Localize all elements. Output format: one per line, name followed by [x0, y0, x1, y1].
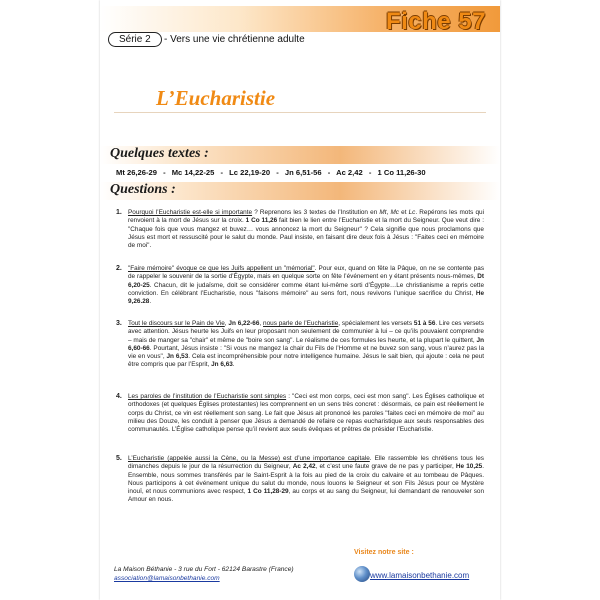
scripture-ref: 1 Co 11,28-29 — [247, 488, 289, 496]
question-number: 5. — [116, 455, 122, 462]
scripture-ref: 1 Co 11,26 — [245, 217, 278, 225]
scripture-ref: Jn 6,60-66 — [128, 336, 484, 352]
scripture-ref: He 9,26.28 — [128, 289, 484, 306]
question-text — [128, 455, 484, 505]
question-text — [128, 320, 484, 370]
globe-icon — [354, 566, 370, 582]
scripture-ref: Jn 6,53 — [166, 353, 189, 361]
reference: Jn 6,51-56 — [284, 168, 322, 177]
question-text — [128, 393, 484, 434]
question-heading: Tout le discours sur le Pain de Vie — [128, 320, 225, 327]
question-3 — [116, 320, 484, 370]
section-texts — [100, 146, 500, 164]
question-number: 4. — [116, 393, 122, 400]
serie-badge: Série 2 — [108, 32, 162, 47]
text: . Ensemble, nous sommes transférés par le Saint-Esprit à la fois au pied de la croix du calvaire et au tombeau de Pâques. Nous participons à cet événement unique du salut du monde, nous louons le Seigneur et son Fils Jésus pour ce Mystère inouï, et nous communions avec respect, — [128, 463, 484, 496]
question-number: 2. — [116, 265, 122, 272]
text: ? Reprenons les 3 textes de l’Institution en — [252, 209, 380, 216]
reference: Lc 22,19-20 — [229, 168, 271, 177]
text: . Lire ces versets avec attention. Jésus heurte les Juifs en leur proposant non seulement de communier à lui – ce qu’ils pouvaient comprendre – mais de manger sa "chair" et même de "boire son sang". Le réalisme de ces formules les heurte, et la plupart le quittent, — [128, 320, 484, 344]
section-questions — [100, 182, 500, 200]
scripture-ref: Ac 2,42 — [292, 463, 316, 471]
text: et — [398, 209, 409, 216]
text: , et c’est une faute grave de ne pas y participer, — [315, 463, 456, 471]
text: : "Ceci est mon corps, ceci est mon sang". Les Églises catholique et orthodoxes (et quelques Églises protestantes) les comprennent en un sens très concret : désormais, ce pain est réellement le corps du Christ, ce vin est réellement son sang. Le fait que Jésus ait prononcé les paroles "faites ceci en mémoire de moi" au milieu des Douze, les conduit à penser que Jésus a demandé de refaire ce repas eucharistique aux seuls responsables des communautés. L’Église catholique pense qu’il revient aux seuls évêques et prêtres de présider l’Eucharistie. — [128, 393, 484, 434]
document-page — [100, 0, 500, 600]
question-heading: Pourquoi l’Eucharistie est-elle si importante — [128, 209, 253, 216]
text: . Cela est incompréhensible pour notre intelligence humaine. Jésus le sait bien, qui ajoute : cela ne peut être compris que par l’Esprit, — [128, 353, 485, 369]
serie-subtitle: - Vers une vie chrétienne adulte — [164, 34, 305, 45]
separator: - — [368, 168, 372, 177]
page-title: L’Eucharistie — [156, 86, 276, 110]
question-4 — [116, 393, 484, 434]
reference: Mt 26,26-29 — [116, 168, 157, 177]
text: fait bien le lien entre l’Eucharistie et la mort du Seigneur. Que veut dire : "Chaque fois que vous mangez et buvez… vous annoncez la mort du Seigneur" ? Cela signifie que nous proclamons que Jésus est mort et ressuscité pour le salut du monde. Paul insiste, en faisant dire deux fois à Jésus : "Faites ceci en mémoire de moi". — [128, 217, 484, 250]
fiche-number: Fiche 57 — [385, 8, 486, 35]
separator: - — [276, 168, 279, 177]
text: . Pour eux, quand on fête la Pâque, on ne se contente pas de rappeler le souvenir de la sortie d’Égypte, mais en quelque sorte on fête l’événement en y étant présents nous-mêmes, — [128, 265, 485, 281]
scripture-references — [116, 168, 490, 177]
text: , au corps et au sang du Seigneur, lui demandant de renouveler son Amour en nous. — [128, 488, 485, 504]
footer-contact — [114, 566, 294, 583]
scripture-ref: 51 à 56 — [413, 320, 436, 327]
fiche-banner — [100, 6, 500, 35]
separator: - — [163, 168, 166, 177]
question-1 — [116, 209, 484, 250]
section-questions-label: Questions : — [110, 182, 176, 197]
question-text — [128, 265, 484, 306]
separator: - — [327, 168, 331, 177]
text: , — [386, 209, 391, 216]
question-number: 3. — [116, 320, 122, 327]
reference: Mc 14,22-25 — [171, 168, 215, 177]
text: Mc — [390, 209, 399, 216]
scripture-ref: Jn 6,63 — [211, 361, 233, 369]
text: , spécialement les versets — [338, 320, 414, 327]
text: . — [149, 298, 152, 306]
text: . Elle rassemble les chrétiens tous les dimanches depuis le jour de la résurrection du Seigneur, — [128, 455, 484, 471]
text: , — [259, 320, 264, 327]
question-heading: Les paroles de l’institution de l’Eucharistie sont simples — [128, 393, 287, 400]
scripture-ref: Dt 6,20-25 — [128, 273, 484, 289]
footer-address: La Maison Béthanie - 3 rue du Fort - 62124 Barastre (France) — [114, 566, 294, 573]
scripture-ref: He 10,25 — [455, 463, 483, 471]
visit-site-label: Visitez notre site : — [354, 549, 414, 556]
text: . — [232, 361, 235, 369]
scripture-ref: Jn 6,22-66 — [228, 320, 260, 327]
text: Mt — [379, 209, 387, 216]
reference: Ac 2,42 — [336, 168, 363, 177]
title-divider — [114, 112, 486, 113]
section-texts-label: Quelques textes : — [110, 146, 209, 161]
website-link[interactable]: www.lamaisonbethanie.com — [370, 571, 470, 580]
underlined-text: nous parle de l’Eucharistie — [263, 320, 339, 327]
question-5 — [116, 455, 484, 505]
footer-email-link[interactable]: association@lamaisonbethanie.com — [114, 574, 220, 582]
question-number: 1. — [116, 209, 122, 216]
text: . Repérons les mots qui renvoient à la mort de Jésus sur la croix. — [128, 209, 485, 225]
reference: 1 Co 11,26-30 — [377, 168, 426, 177]
question-heading: L’Eucharistie (appelée aussi la Cène, ou la Messe) est d’une importance capitale — [128, 455, 370, 462]
text: . Chacun, dit le judaïsme, doit se considérer comme étant lui-même sorti d’Égypte…Le christianisme a repris cette conviction. En célébrant l’Eucharistie, nous "faisons mémoire" au sens fort, nous revivons l’unique sacrifice du Christ, — [128, 281, 484, 297]
text: , — [224, 320, 229, 327]
text: Lc — [408, 209, 416, 216]
separator: - — [220, 168, 224, 177]
question-text — [128, 209, 484, 250]
question-2 — [116, 265, 484, 306]
question-heading: "Faire mémoire" évoque ce que les Juifs appellent un "mémorial" — [128, 265, 315, 272]
text: . Pourtant, Jésus insiste : "Si vous ne mangez la chair du Fils de l’Homme et ne buvez son sang, vous n’aurez pas la vie en vous", — [128, 344, 484, 361]
